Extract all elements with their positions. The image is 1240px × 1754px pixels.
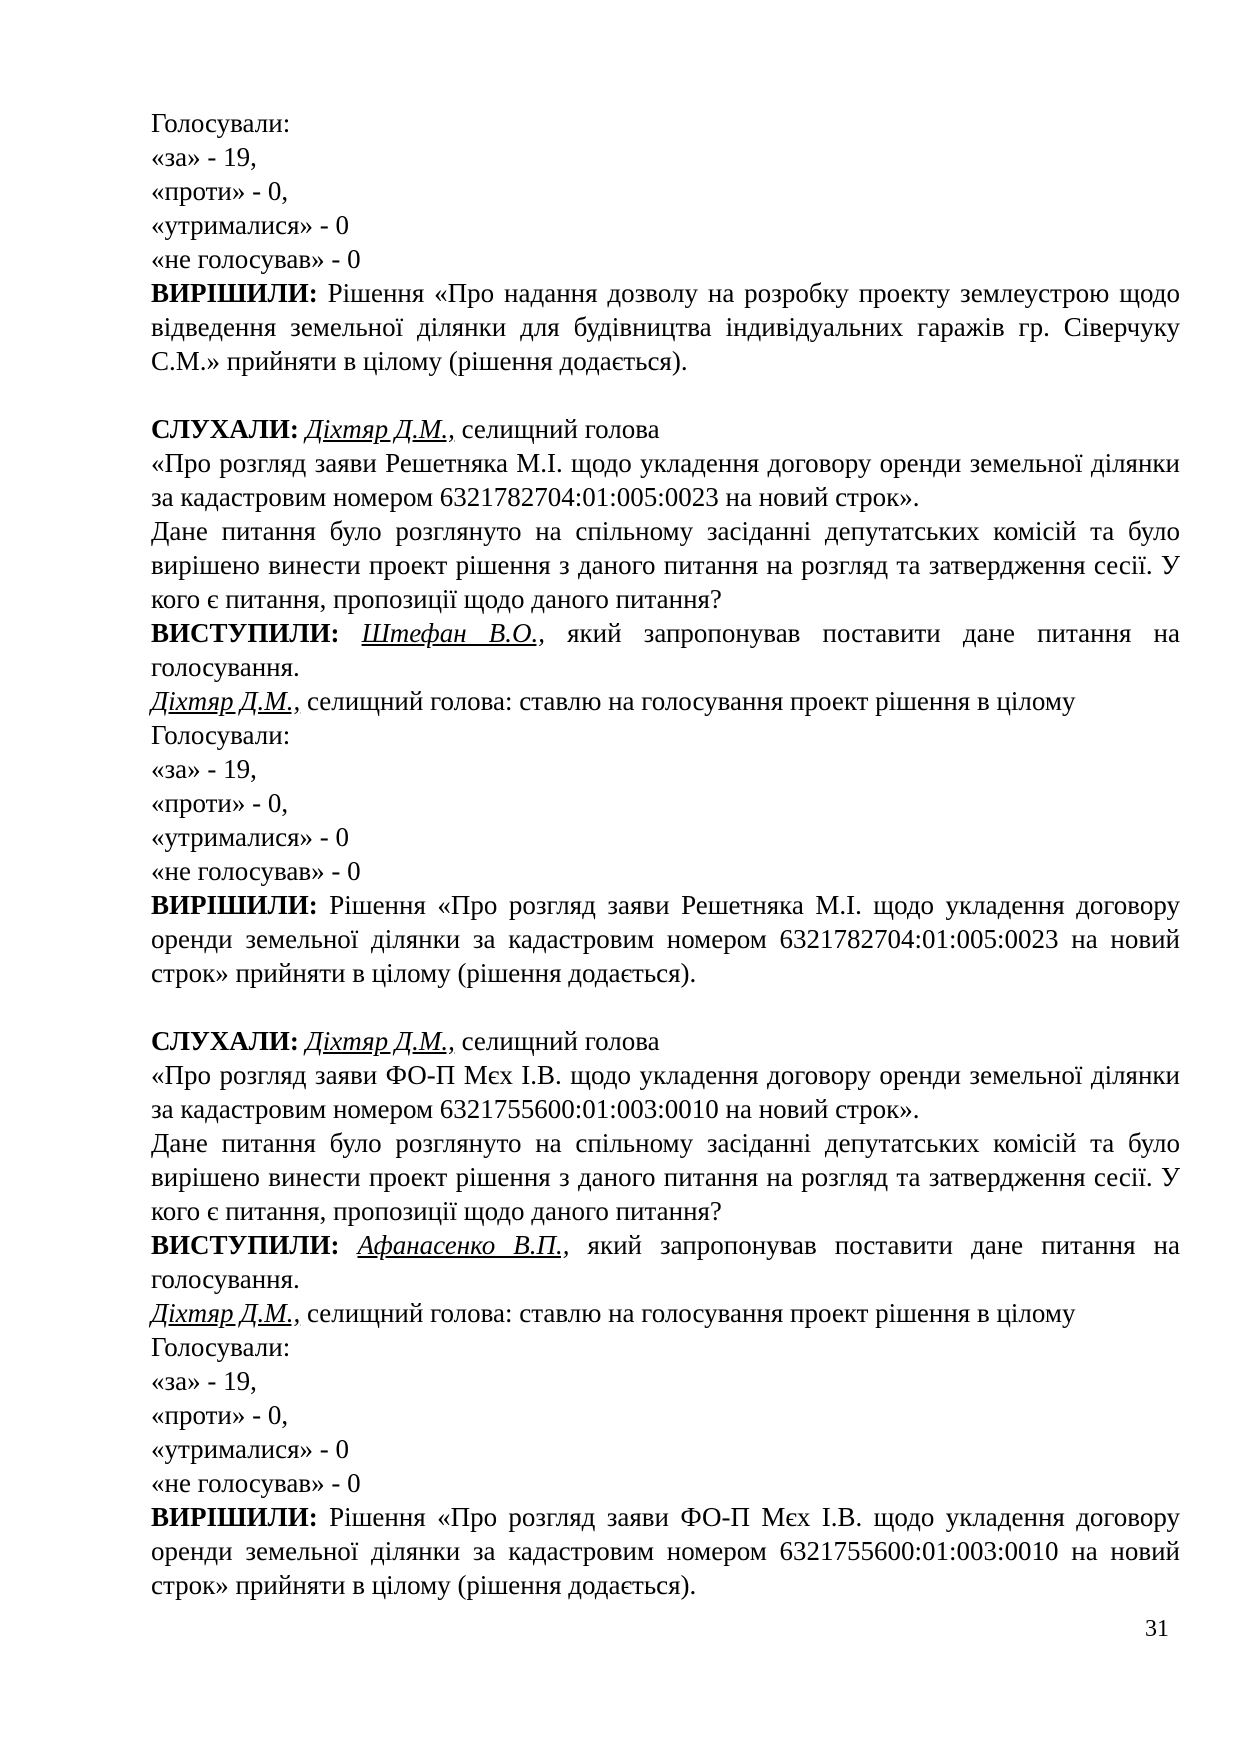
- discussion-paragraph: Дане питання було розглянуто на спільному засіданні депутатських комісій та було вирішено винести проект рішення з даного питання на розгляд та затвердження сесії. У кого є питання, пропозиції щодо даного питання?: [151, 1128, 1180, 1226]
- votes-not-voted: «не голосував» - 0: [151, 856, 361, 886]
- heard-label: СЛУХАЛИ:: [151, 414, 299, 444]
- chair-line: [151, 1296, 1180, 1330]
- chair-line: [151, 684, 1180, 718]
- decision-label: ВИРІШИЛИ:: [151, 890, 318, 920]
- spoke-label: ВИСТУПИЛИ:: [151, 618, 340, 648]
- page-number: 31: [1145, 1616, 1169, 1642]
- votes-not-voted: «не голосував» - 0: [151, 244, 361, 274]
- heard-label: СЛУХАЛИ:: [151, 1026, 299, 1056]
- votes-abstained: «утрималися» - 0: [151, 822, 350, 852]
- decision-label: ВИРІШИЛИ:: [151, 1502, 318, 1532]
- agenda-item-2: [151, 412, 1180, 990]
- heard-line: [151, 1024, 1180, 1058]
- spoke-speaker: Афанасенко В.П.,: [357, 1230, 570, 1260]
- vote-block-1: [151, 106, 1180, 378]
- chair-text: селищний голова: ставлю на голосування проект рішення в цілому: [300, 1298, 1076, 1328]
- topic-paragraph: «Про розгляд заяви ФО-П Мєх І.В. щодо укладення договору оренди земельної ділянки за кадастровим номером 6321755600:01:003:0010 на новий строк».: [151, 1060, 1180, 1124]
- votes-heading: Голосували:: [151, 108, 291, 138]
- heard-speaker: Діхтяр Д.М.,: [305, 1026, 455, 1056]
- votes-for: «за» - 19,: [151, 1366, 257, 1396]
- agenda-item-3: [151, 1024, 1180, 1602]
- spacer: [151, 378, 1180, 412]
- document-page: [151, 106, 1180, 1602]
- spoke-paragraph: [151, 1228, 1180, 1296]
- decision-paragraph: [151, 888, 1180, 990]
- spoke-speaker: Штефан В.О.,: [361, 618, 545, 648]
- heard-line: [151, 412, 1180, 446]
- decision-paragraph: [151, 1500, 1180, 1602]
- topic-paragraph: «Про розгляд заяви Решетняка М.І. щодо укладення договору оренди земельної ділянки за кадастровим номером 6321782704:01:005:0023 на новий строк».: [151, 448, 1180, 512]
- votes-abstained: «утрималися» - 0: [151, 1434, 350, 1464]
- spoke-text: який запропонував поставити дане питання на голосування.: [151, 618, 1180, 682]
- votes-against: «проти» - 0,: [151, 1400, 289, 1430]
- spacer: [151, 990, 1180, 1024]
- chair-text: селищний голова: ставлю на голосування проект рішення в цілому: [300, 686, 1076, 716]
- votes-not-voted: «не голосував» - 0: [151, 1468, 361, 1498]
- decision-label: ВИРІШИЛИ:: [151, 278, 318, 308]
- heard-role: селищний голова: [454, 414, 660, 444]
- chair-speaker: Діхтяр Д.М.,: [151, 1298, 301, 1328]
- chair-speaker: Діхтяр Д.М.,: [151, 686, 301, 716]
- discussion-paragraph: Дане питання було розглянуто на спільному засіданні депутатських комісій та було вирішено винести проект рішення з даного питання на розгляд та затвердження сесії. У кого є питання, пропозиції щодо даного питання?: [151, 516, 1180, 614]
- votes-heading: Голосували:: [151, 720, 291, 750]
- decision-text: Рішення «Про розгляд заяви ФО-П Мєх І.В. щодо укладення договору оренди земельної ділянки за кадастровим номером 6321755600:01:003:0010 на новий строк» прийняти в цілому (рішення додається).: [151, 1502, 1180, 1600]
- votes-against: «проти» - 0,: [151, 788, 289, 818]
- spoke-paragraph: [151, 616, 1180, 684]
- votes-abstained: «утрималися» - 0: [151, 210, 350, 240]
- decision-text: Рішення «Про розгляд заяви Решетняка М.І. щодо укладення договору оренди земельної ділянки за кадастровим номером 6321782704:01:005:0023 на новий строк» прийняти в цілому (рішення додається).: [151, 890, 1180, 988]
- spoke-label: ВИСТУПИЛИ:: [151, 1230, 340, 1260]
- decision-text: Рішення «Про надання дозволу на розробку проекту землеустрою щодо відведення земельної ділянки для будівництва індивідуальних гаражів гр. Сіверчуку С.М.» прийняти в цілому (рішення додається).: [151, 278, 1180, 376]
- votes-for: «за» - 19,: [151, 142, 257, 172]
- heard-role: селищний голова: [454, 1026, 660, 1056]
- votes-for: «за» - 19,: [151, 754, 257, 784]
- votes-heading: Голосували:: [151, 1332, 291, 1362]
- spoke-text: який запропонував поставити дане питання на голосування.: [151, 1230, 1180, 1294]
- decision-paragraph: [151, 276, 1180, 378]
- votes-against: «проти» - 0,: [151, 176, 289, 206]
- heard-speaker: Діхтяр Д.М.,: [305, 414, 455, 444]
